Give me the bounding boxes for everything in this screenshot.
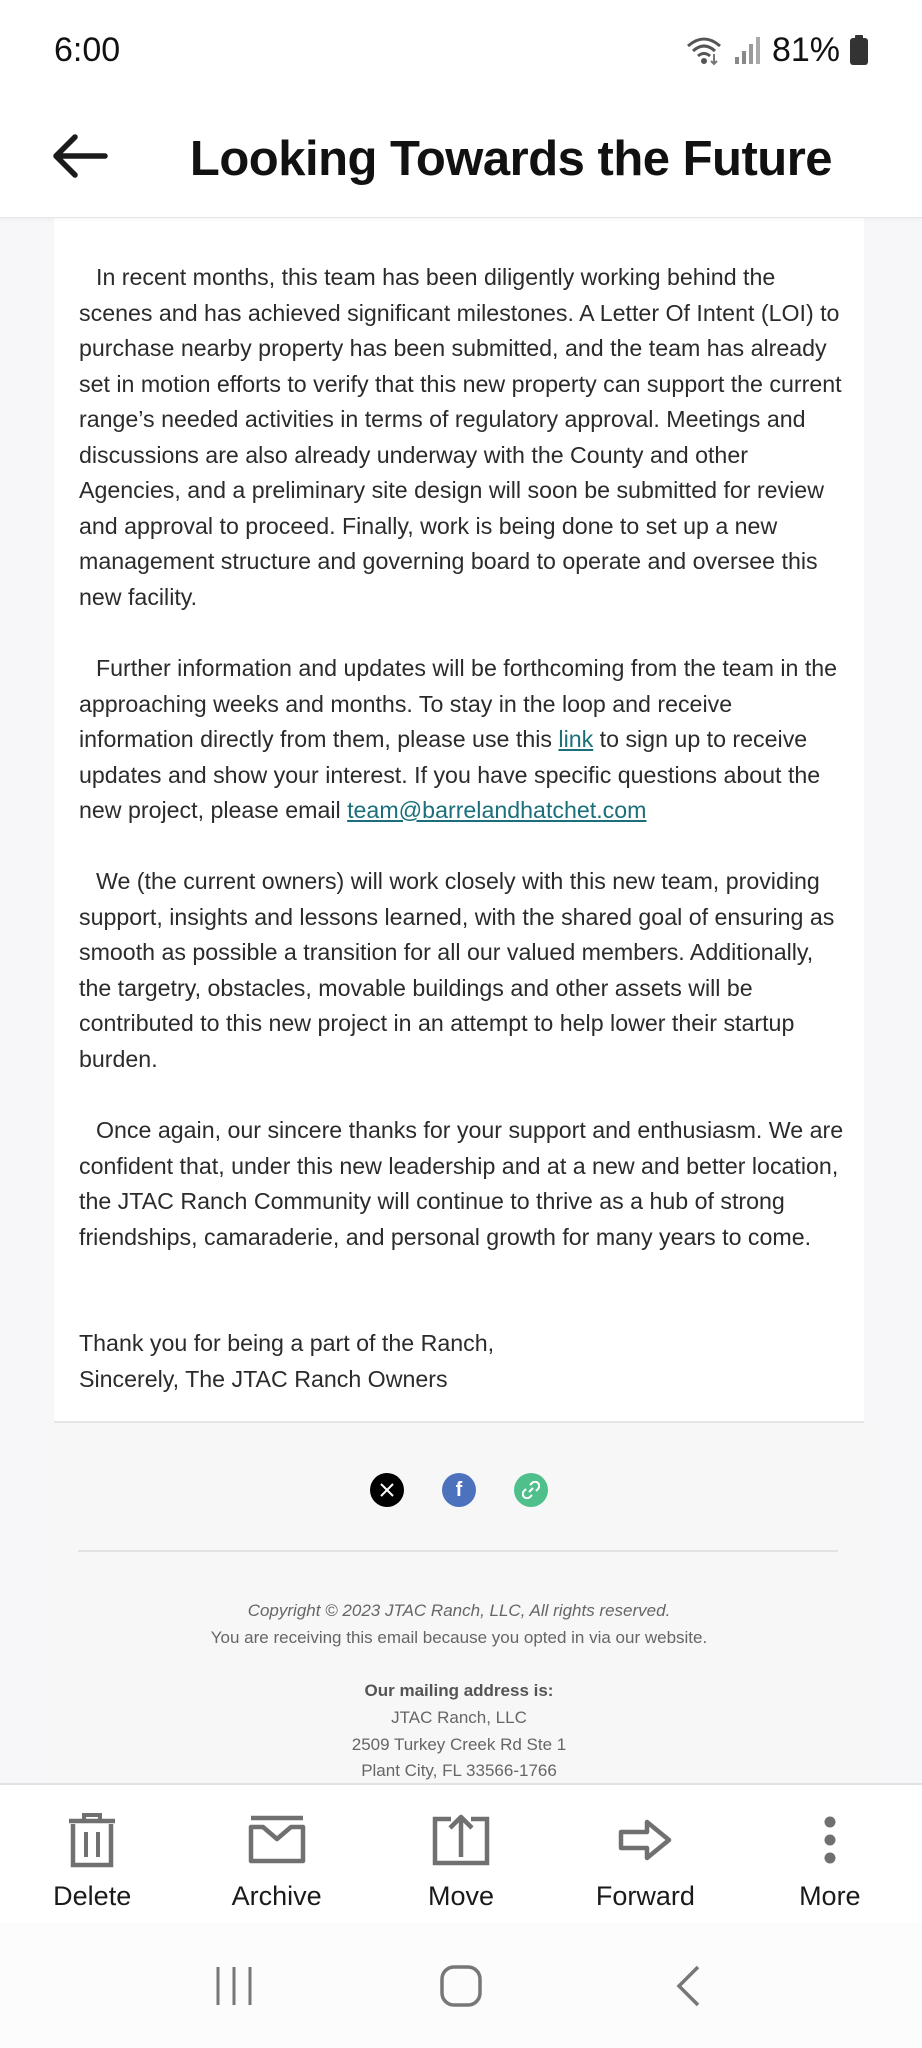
link-share-icon[interactable] xyxy=(514,1473,548,1507)
paragraph-2-text: Further information and updates will be forthcoming from the team in the approaching weeks and months. To stay in the loop and receive information directly from them, please use this xyxy=(79,655,838,752)
closing xyxy=(79,1326,849,1397)
paragraph-2-text-cont: to sign up to receive updates and show your interest. If you have specific questions about the new project, please email xyxy=(79,726,821,823)
back-chevron-icon xyxy=(674,1964,702,2008)
wifi-icon xyxy=(684,34,724,66)
forward-arrow-icon xyxy=(617,1818,673,1862)
recents-icon xyxy=(214,1965,254,2007)
more-vertical-icon xyxy=(823,1816,837,1864)
body-paragraph xyxy=(79,651,849,829)
paragraph-1-text: In recent months, this team has been diligently working behind the scenes and has achieved significant milestones. A Letter Of Intent (LOI) to purchase nearby property has been submitted, and the team has already set in motion efforts to verify that this new property can support the current range’s needed activities in terms of regulatory approval. Meetings and discussions are also already underway with the County and other Agencies, and a preliminary site design will soon be submitted for review and approval to proceed. Finally, work is being done to set up a new management structure and governing board to operate and oversee this new facility. xyxy=(79,264,842,610)
page-title: Looking Towards the Future xyxy=(189,132,833,186)
x-share-icon[interactable] xyxy=(370,1473,404,1507)
paragraph-4-text: Once again, our sincere thanks for your support and enthusiasm. We are confident that, under this new leadership and at a new and better location, the JTAC Ranch Community will continue to thrive as a hub of strong friendships, camaraderie, and personal growth for many years to come. xyxy=(79,1117,844,1250)
footer-divider xyxy=(78,1550,838,1552)
signal-icon xyxy=(734,35,762,65)
body-paragraph xyxy=(79,260,849,615)
back-button[interactable] xyxy=(46,122,114,190)
address-line: JTAC Ranch, LLC xyxy=(391,1708,527,1727)
social-share-row xyxy=(42,1473,876,1507)
more-button[interactable] xyxy=(738,1785,922,1923)
recent-apps-button[interactable] xyxy=(189,1946,279,2026)
facebook-share-icon[interactable]: f xyxy=(442,1473,476,1507)
message-action-toolbar xyxy=(0,1783,922,1923)
forward-label: Forward xyxy=(595,1881,695,1911)
home-button[interactable] xyxy=(416,1946,506,2026)
system-navigation-bar xyxy=(0,1923,922,2048)
archive-label: Archive xyxy=(231,1881,322,1911)
move-folder-icon xyxy=(431,1811,491,1869)
closing-line: Thank you for being a part of the Ranch, xyxy=(79,1330,495,1356)
status-bar xyxy=(0,0,922,100)
delete-label: Delete xyxy=(53,1881,132,1911)
system-back-button[interactable] xyxy=(643,1946,733,2026)
signature-line: Sincerely, The JTAC Ranch Owners xyxy=(79,1365,448,1392)
archive-button[interactable] xyxy=(184,1785,368,1923)
email-footer xyxy=(42,1423,876,1783)
battery-percent: 81% xyxy=(771,30,840,69)
email-content-card xyxy=(54,218,864,1423)
body-paragraph xyxy=(79,864,849,1077)
email-body-scroll[interactable] xyxy=(0,218,922,1783)
status-indicators xyxy=(684,31,868,70)
team-email-link[interactable]: team@barrelandhatchet.com xyxy=(347,797,647,823)
mailing-address-heading: Our mailing address is: xyxy=(364,1681,554,1700)
signup-link[interactable]: link xyxy=(558,726,594,752)
status-time: 6:00 xyxy=(54,30,121,69)
move-label: Move xyxy=(428,1881,495,1911)
paragraph-3-text: We (the current owners) will work closely with this new team, providing support, insights and lessons learned, with the shared goal of ensuring as smooth as possible a transition for all our valued members. Additionally, the targetry, obstacles, movable buildings and other assets will be contributed to this new project in an attempt to help lower their startup burden. xyxy=(79,868,835,1072)
move-button[interactable] xyxy=(369,1785,553,1923)
back-arrow-icon xyxy=(51,132,109,180)
copyright-text: Copyright © 2023 JTAC Ranch, LLC, All rights reserved. xyxy=(247,1601,671,1620)
subscription-reason: You are receiving this email because you opted in via our website. xyxy=(210,1628,708,1647)
battery-icon xyxy=(850,35,868,65)
more-label: More xyxy=(799,1881,861,1911)
home-icon xyxy=(439,1964,483,2008)
archive-icon xyxy=(247,1815,307,1865)
delete-button[interactable] xyxy=(0,1785,184,1923)
body-paragraph xyxy=(79,1113,849,1255)
forward-button[interactable] xyxy=(553,1785,737,1923)
trash-icon xyxy=(66,1812,118,1868)
address-line: Plant City, FL 33566-1766 xyxy=(361,1761,557,1780)
clipped-text-line xyxy=(78,218,838,224)
address-line: 2509 Turkey Creek Rd Ste 1 xyxy=(351,1735,567,1754)
message-header xyxy=(0,100,922,218)
